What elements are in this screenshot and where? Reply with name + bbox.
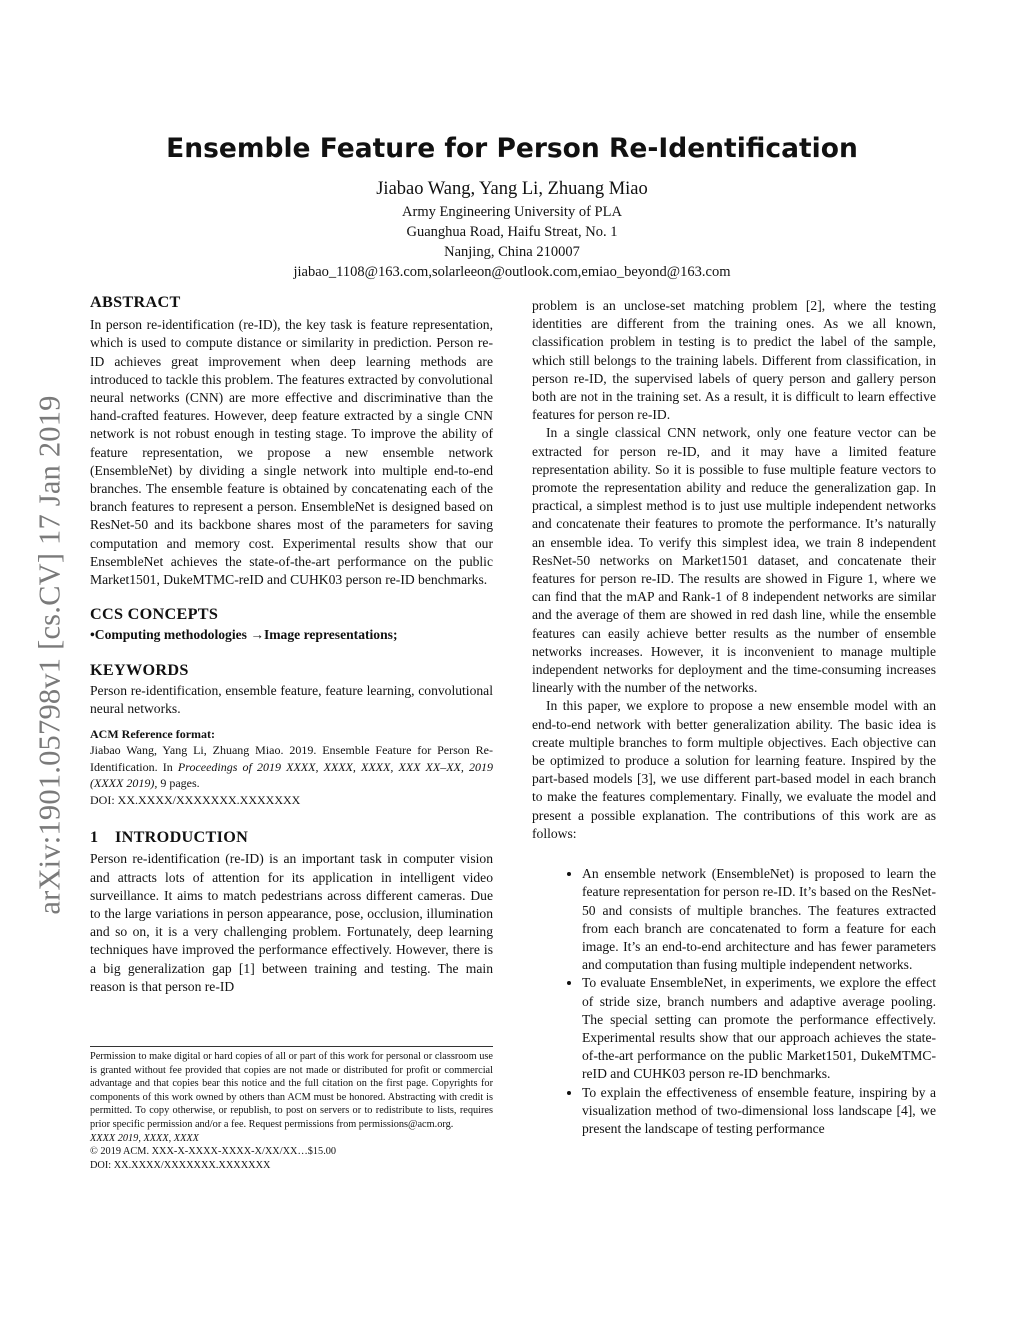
contribution-item: • An ensemble network (EnsembleNet) is proposed to learn the feature representation for person re-ID. It’s based on the ResNet-50 and consists of multiple branches. The features extracted from each branch are concatenated to form a feature for each image. It’s an end-to-end architecture and has fewer parameters and computation than fusing multiple independent networks. — [582, 865, 936, 974]
author-list: Jiabao Wang, Yang Li, Zhuang Miao — [376, 179, 648, 199]
intro-paragraph-1: Person re-identification (re-ID) is an important task in computer vision and attracts lots of attention for its application in intelligent video surveillance. It aims to match pedestrians across different cameras. Due to the large variations in person appearance, pose, occlusion, illumination and so on, it is a very challenging problem. Fortunately, deep learning techniques have improved the performance effectively. However, there is a big generalization gap [1] between training and testing. The main reason is that person re-ID — [90, 851, 493, 994]
footnote-doi: DOI: XX.XXXX/XXXXXXX.XXXXXXX — [90, 1159, 271, 1171]
abstract-heading: ABSTRACT — [90, 293, 181, 311]
intro-paragraph-3: In this paper, we explore to propose a new ensemble model with an end-to-end network with better generalization ability. The basic idea is create multiple branches to form multiple objectives. Each objective can be optimized to produce a solution for learning feature. Inspired by the part-based models [3], we use different part-based model in each branch to make the features complementary. Finally, we evaluate the model and present a possible explanation. The contributions of this work are as follows: — [532, 698, 936, 841]
acm-reference-pages: 9 pages. — [157, 776, 200, 791]
keywords-text: Person re-identification, ensemble feature, feature learning, convolutional neural networks. — [90, 682, 493, 717]
contribution-item: • To explain the effectiveness of ensemble feature, inspiring by a visualization method of two-dimensional loss landscape [4], we present the landscape of testing performance — [582, 1084, 936, 1139]
ccs-heading: CCS CONCEPTS — [90, 605, 219, 624]
right-column — [532, 297, 936, 1138]
left-column — [90, 293, 493, 996]
acm-reference-doi: DOI: XX.XXXX/XXXXXXX.XXXXXXX — [90, 792, 301, 807]
venue-line: XXXX 2019, XXXX, XXXX — [90, 1132, 199, 1144]
introduction-heading — [90, 828, 493, 846]
contributions-list — [532, 865, 936, 1138]
affiliation-address: Guanghua Road, Haifu Streat, No. 1 — [406, 224, 618, 240]
ccs-text: •Computing methodologies →Image representations; — [90, 627, 398, 643]
author-emails: jiabao_1108@163.com,solarleeon@outlook.com,emiao_beyond@163.com — [293, 264, 731, 280]
abstract-text: In person re-identification (re-ID), the key task is feature representation, which is used to compute distance or similarity in prediction. Person re-ID achieves great improvement when deep learning methods are introduced to tackle this problem. The features extracted by convolutional neural networks (CNN) are more effective and discriminative than the hand-crafted features. However, deep feature extracted by a single CNN network is not robust enough in testing stage. To improve the ability of feature representation, we propose a new ensemble network (EnsembleNet) by dividing a single network into multiple end-to-end branches. The ensemble feature is obtained by concatenating each of the branch features to represent a person. EnsembleNet is designed based on ResNet-50 and its backbone shares most of the parameters for saving computation and memory cost. Experimental results show that our EnsembleNet achieves the state-of-the-art performance on the public Market1501, DukeMTMC-reID and CUHK03 person re-ID benchmarks. — [90, 317, 493, 588]
section-number: 1 — [90, 828, 99, 847]
permission-text: Permission to make digital or hard copies of all or part of this work for personal or classroom use is granted without fee provided that copies are not made or distributed for profit or commercial advantage and that copies bear this notice and the full citation on the first page. Copyrights for components of this work owned by others than ACM must be honored. Abstracting with credit is permitted. To copy otherwise, or republish, to post on servers or to redistribute to lists, requires prior specific permission and/or a fee. Request permissions from permissions@acm.org. — [90, 1051, 493, 1130]
intro-paragraph-2: In a single classical CNN network, only one feature vector can be extracted for person re-ID, and it may have a limited feature representation ability. So it is possible to fuse multiple feature vectors to promote the representation ability and reduce the generalization gap. In practical, a simplest method is to just use multiple independent networks and concatenate their features to promote the performance. It’s naturally an ensemble idea. To verify this simplest idea, we train 8 independent ResNet-50 networks on Market1501 dataset, and concatenate their features for person re-ID. The results are showed in Figure 1, where we can find that the mAP and Rank-1 of 8 independent networks are similar and the average of them are showed in red dash line, while the ensemble features can easily achieve better results as the number of ensemble networks increases. However, it is inconvenient to manage multiple independent networks for deployment and the time-consuming increases linearly with the number of the networks. — [532, 425, 936, 696]
keywords-heading: KEYWORDS — [90, 660, 189, 679]
contribution-item: • To evaluate EnsembleNet, in experiments, we explore the effect of stride size, branch numbers and adaptive average pooling. The special setting can promote the performance effectively. Experimental results show that our approach achieves the state-of-the-art performance on the public Market1501, DukeMTMC-reID and CUHK03 person re-ID benchmarks. — [582, 974, 936, 1083]
acm-reference-heading: ACM Reference format: — [90, 727, 216, 742]
affiliation-city: Nanjing, China 210007 — [444, 244, 580, 260]
arxiv-stamp-text: arXiv:1901.05798v1 [cs.CV] 17 Jan 2019 — [32, 395, 67, 915]
permission-footnote — [90, 1046, 493, 1172]
affiliation-institution: Army Engineering University of PLA — [402, 204, 622, 220]
intro-paragraph-1-continued: problem is an unclose-set matching problem [2], where the testing identities are different from the training ones. As we all known, classification problem in testing is to predict the label of the sample, which still belongs to the training labels. Different from classification, in person re-ID, the supervised labels of query person and gallery person both are not in the training set. As a result, it is difficult to learn effective features for person re-ID. — [532, 298, 936, 423]
section-title: INTRODUCTION — [115, 828, 249, 847]
acm-reference — [90, 742, 493, 808]
paper-title: Ensemble Feature for Person Re-Identification — [166, 133, 858, 164]
copyright-line: © 2019 ACM. XXX-X-XXXX-XXXX-X/XX/XX…$15.00 — [90, 1146, 337, 1158]
acm-reference-authors: Jiabao Wang, Yang Li, Zhuang Miao. 2019. Ensemble Feature for Person Re-Identification. In — [90, 743, 493, 774]
acm-reference-proceedings: Proceedings of 2019 XXXX, XXXX, XXXX, XXX XX–XX, 2019 (XXXX 2019), — [90, 759, 493, 791]
arxiv-stamp — [28, 365, 72, 945]
